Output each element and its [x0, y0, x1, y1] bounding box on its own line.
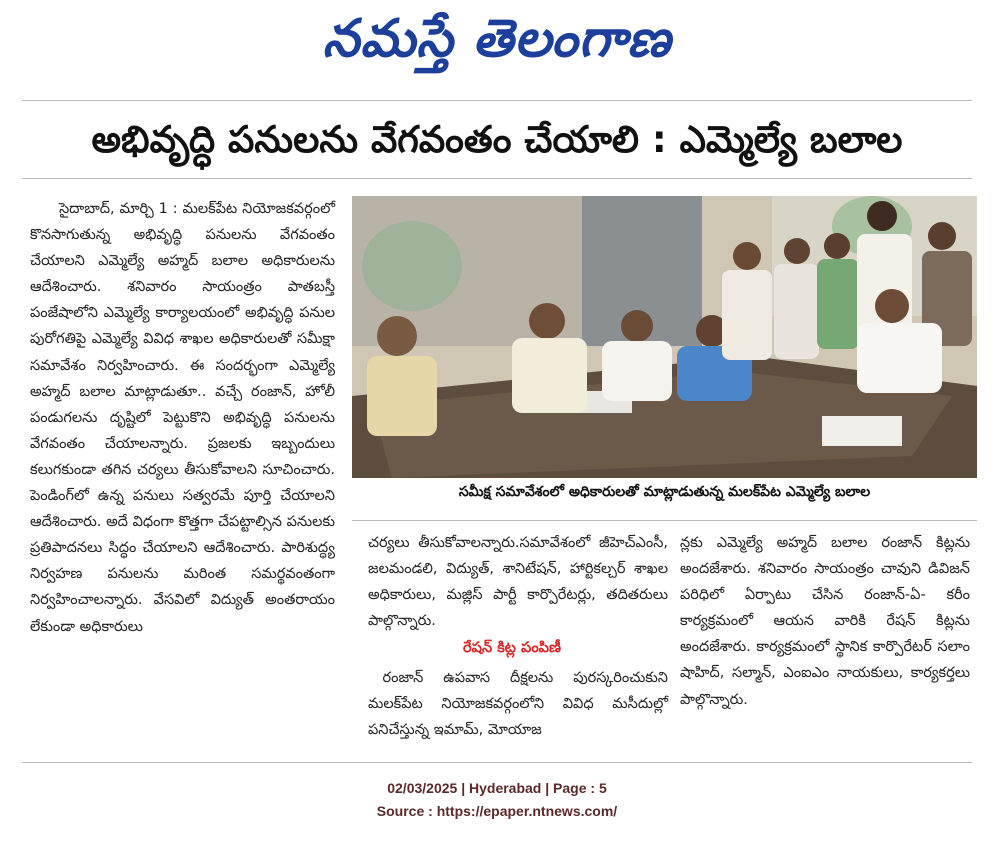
- headline-divider: [22, 178, 972, 179]
- article-column-3: [680, 530, 970, 756]
- column-3-text: న్లకు ఎమ్మెల్యే అహ్మద్ బలాల రంజాన్ కిట్లను అందజేశారు. శనివారం సాయంత్రం చావుని డివిజన్ పరిధిలో ఏర్పాటు చేసిన రంజాన్-ఏ- కరీం కార్యక్రమంలో ఆయన వారికి రేషన్ కిట్లను అందజేశారు. కార్యక్రమంలో స్థానిక కార్పొరేటర్ సలాం షాహిద్, సల్మాన్, ఎంఐఎం నాయకులు, కార్యకర్తలు పాల్గొన్నారు.: [680, 535, 970, 708]
- meeting-photo: [352, 196, 977, 478]
- footer-date-line: 02/03/2025 | Hyderabad | Page : 5: [387, 780, 607, 796]
- headline: అభివృద్ధి పనులను వేగవంతం చేయాలి : ఎమ్మెల్యే బలాల: [91, 118, 903, 161]
- photo-caption: సమీక్ష సమావేశంలో అధికారులతో మాట్లాడుతున్న మలక్‌పేట ఎమ్మెల్యే బలాల: [458, 484, 871, 500]
- masthead-divider: [22, 100, 972, 101]
- masthead-logo: నమస్తే తెలంగాణ: [322, 8, 672, 69]
- ration-kits-subheading: రేషన్ కిట్ల పంపిణీ: [463, 640, 561, 656]
- column-1-text: సైదాబాద్, మార్చి 1 : మలక్‌పేట నియోజకవర్గంలో కొనసాగుతున్న అభివృద్ధి పనులను వేగవంతం చేయాలని ఎమ్మెల్యే అహ్మద్ బలాల అధికారులను ఆదేశించారు. శనివారం సాయంత్రం పాతబస్తీ పంజేషాలోని ఎమ్మెల్యే కార్యాలయంలో అభివృద్ధి పనుల పురోగతిపై ఎమ్మెల్యే వివిధ శాఖల అధికారులతో సమీక్షా సమావేశం నిర్వహించారు. ఈ సందర్భంగా ఎమ్మెల్యే అహ్మద్ బలాల మాట్లాడుతూ.. వచ్చే రంజాన్, హోలీ పండుగలను దృష్టిలో పెట్టుకొని అభివృద్ధి పనులను వేగవంతం చేయాలన్నారు. ప్రజలకు ఇబ్బందులు కలుగకుండా తగిన చర్యలు తీసుకోవాలని సూచించారు. పెండింగ్‌లో ఉన్న పనులు సత్వరమే పూర్తి చేయాలని ఆదేశించారు. అదే విధంగా కొత్తగా చేపట్టాల్సిన పనులకు ప్రతిపాదనలు సిద్ధం చేయాలని ఆదేశించారు. పారిశుద్ధ్య నిర్వహణ పనులను మరింత సమర్థవంతంగా నిర్వహించాలన్నారు. వేసవిలో విద్యుత్ అంతరాయం లేకుండా అధికారులు: [30, 201, 335, 635]
- footer-divider: [22, 762, 972, 763]
- column-2-paragraph-2: రంజాన్ ఉపవాస దీక్షలను పురస్కరించుకుని మలక్‌పేట నియోజకవర్గంలోని వివిధ మసీదుల్లో పనిచేస్తున్న ఇమామ్, మోయాజ: [368, 670, 668, 739]
- footer-source-line: Source : https://epaper.ntnews.com/: [376, 803, 618, 819]
- caption-divider: [352, 520, 977, 521]
- article-column-1: [30, 196, 335, 756]
- article-column-2-bottom: [368, 665, 668, 755]
- article-column-2-top: [368, 530, 668, 638]
- column-2-paragraph-1: చర్యలు తీసుకోవాలన్నారు.సమావేశంలో జీహెచ్‌ఎంసీ, జలమండలి, విద్యుత్, శానిటేషన్, హార్టికల్చర్ శాఖల అధికారులు, మజ్లిస్ పార్టీ కార్పొరేటర్లు, తదితరులు పాల్గొన్నారు.: [368, 535, 668, 630]
- meeting-photo-image: [352, 196, 977, 478]
